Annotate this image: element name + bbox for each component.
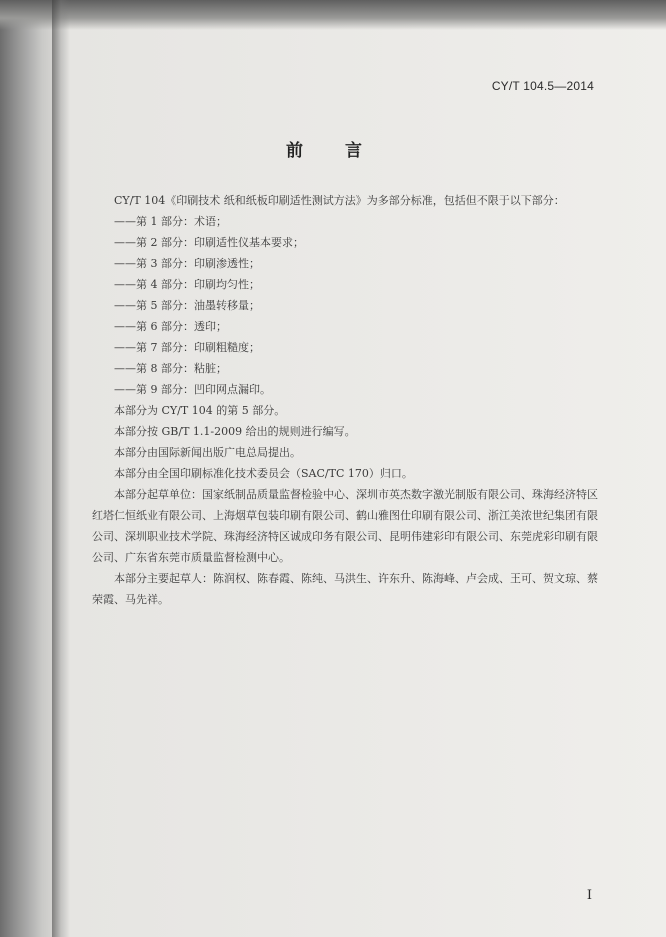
list-item: ——第 6 部分：透印； — [114, 320, 227, 333]
foreword-body — [92, 190, 602, 610]
drafting-rules-paragraph: 本部分按 GB/T 1.1-2009 给出的规则进行编写。 — [114, 425, 356, 438]
list-item: ——第 8 部分：粘脏； — [114, 362, 227, 375]
list-item: ——第 1 部分：术语； — [114, 215, 227, 228]
list-item: ——第 3 部分：印刷渗透性； — [114, 257, 260, 270]
page-title: 前 言 — [286, 141, 380, 161]
list-item: ——第 9 部分：凹印网点漏印。 — [114, 383, 271, 396]
committee-paragraph: 本部分由全国印刷标准化技术委员会（SAC/TC 170）归口。 — [114, 467, 413, 480]
list-item: ——第 4 部分：印刷均匀性； — [114, 278, 260, 291]
list-item: ——第 2 部分：印刷适性仪基本要求； — [114, 236, 304, 249]
page-number: I — [586, 888, 592, 903]
list-item: ——第 7 部分：印刷粗糙度； — [114, 341, 260, 354]
drafting-units-paragraph: 本部分起草单位：国家纸制品质量监督检验中心、深圳市英杰数字激光制版有限公司、珠海经济特区红塔仁恒纸业有限公司、上海烟草包装印刷有限公司、鹤山雅图仕印刷有限公司、浙江美浓世纪集团有限公司、深圳职业技术学院、珠海经济特区诚成印务有限公司、昆明伟建彩印有限公司、东莞虎彩印刷有限公司、广东省东莞市质量监督检测中心。 — [92, 488, 598, 564]
parts-list — [92, 211, 602, 400]
standard-code: CY/T 104.5—2014 — [491, 79, 594, 93]
drafters-paragraph: 本部分主要起草人：陈润权、陈春霞、陈纯、马洪生、许东升、陈海峰、卢会成、王可、贺文琼、蔡荣霞、马先祥。 — [92, 572, 598, 606]
part-number-paragraph: 本部分为 CY/T 104 的第 5 部分。 — [114, 404, 286, 417]
scan-top-shadow — [0, 0, 666, 30]
list-item: ——第 5 部分：油墨转移量； — [114, 299, 260, 312]
proposer-paragraph: 本部分由国际新闻出版广电总局提出。 — [114, 446, 301, 459]
intro-paragraph: CY/T 104《印刷技术 纸和纸板印刷适性测试方法》为多部分标准，包括但不限于以下部分： — [114, 194, 565, 207]
